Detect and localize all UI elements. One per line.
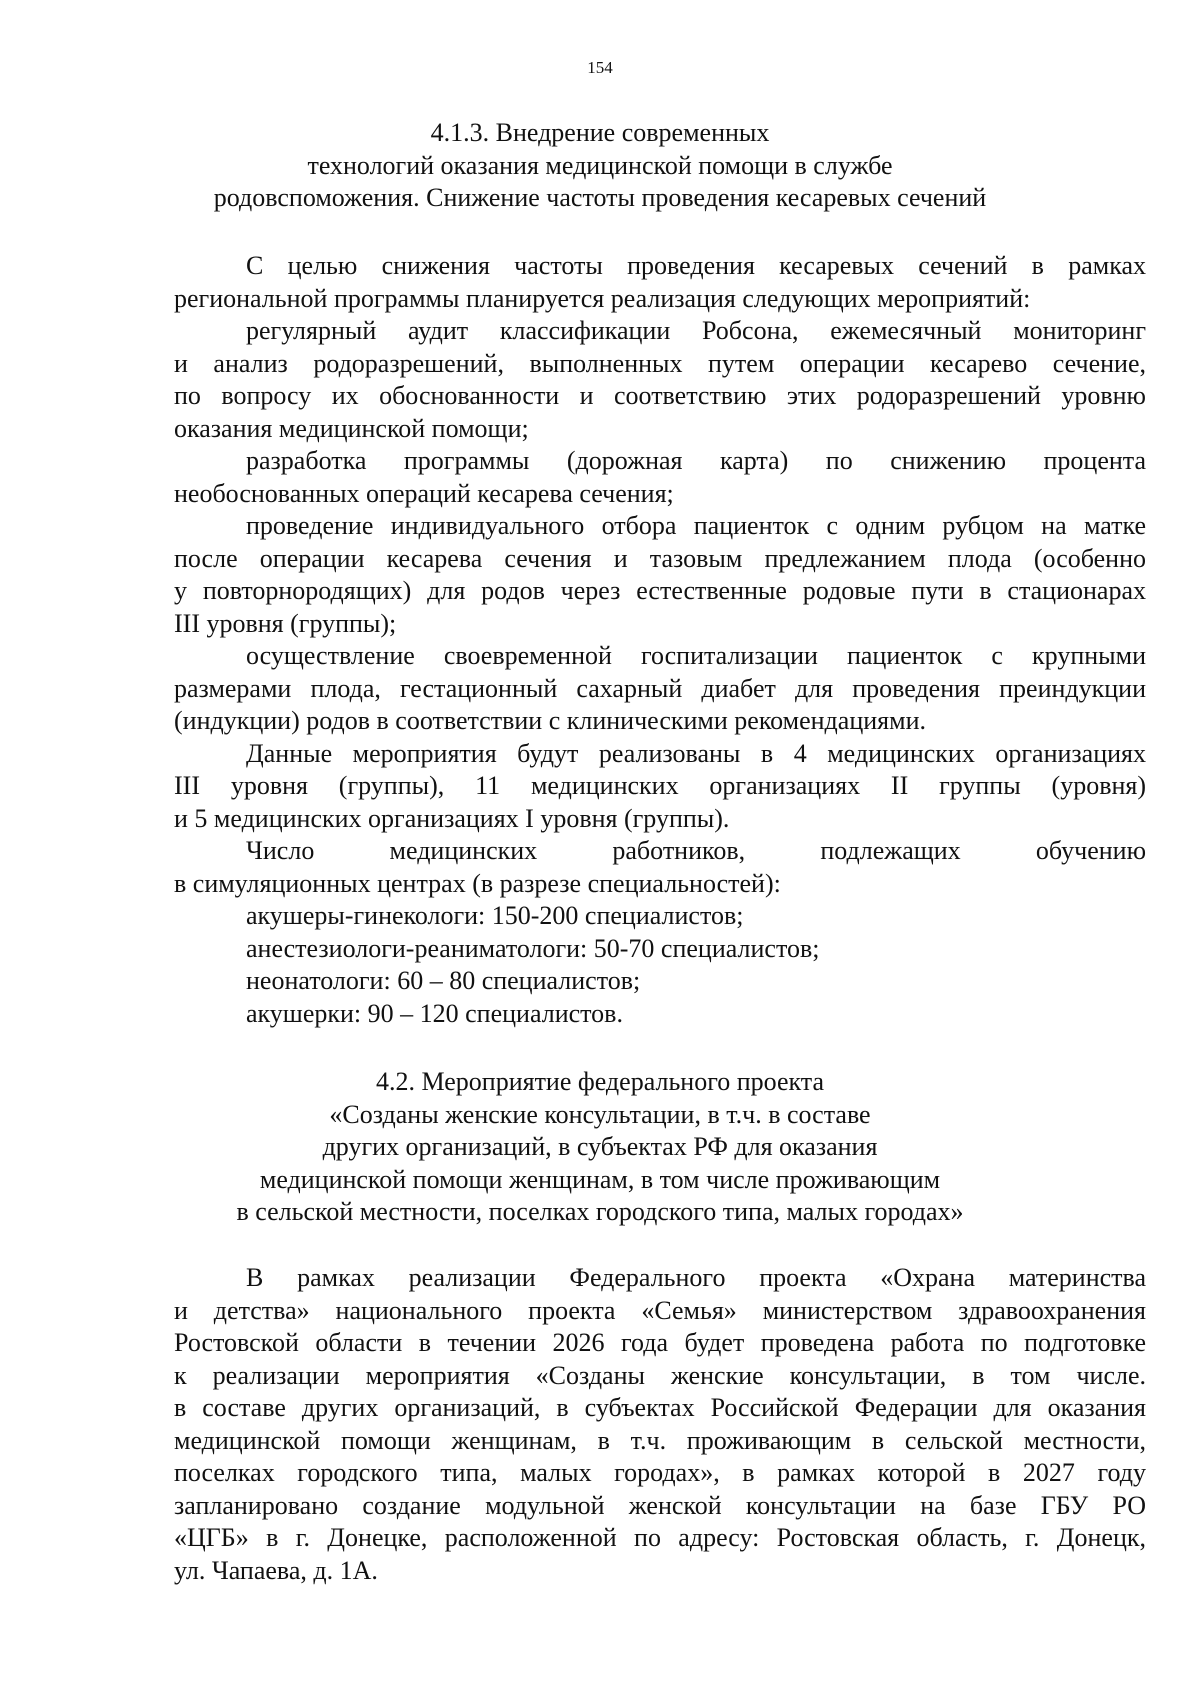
section-4-1-3-body <box>174 250 1146 1030</box>
heading-line: в сельской местности, поселках городского типа, малых городах» <box>236 1197 964 1227</box>
page-number: 154 <box>587 58 613 77</box>
heading-line: «Созданы женские консультации, в т.ч. в составе <box>329 1099 871 1129</box>
text-line: неонатологи: 60 – 80 специалистов; <box>246 966 641 995</box>
text-line: анестезиологи-реаниматологи: 50-70 специалистов; <box>246 933 820 963</box>
text-line: осуществление своевременной госпитализации пациенток с крупными <box>246 641 1146 670</box>
text-line: III уровня (группы), 11 медицинских организациях II группы (уровня) <box>174 771 1146 800</box>
heading-line: родовспоможения. Снижение частоты проведения кесаревых сечений <box>213 183 987 213</box>
list-item <box>174 933 1146 966</box>
text-line: Число медицинских работников, подлежащих обучению <box>246 836 1146 865</box>
heading-line: 4.2. Мероприятие федерального проекта <box>375 1067 825 1096</box>
text-line: оказания медицинской помощи; <box>174 413 529 443</box>
text-line: и 5 медицинских организациях I уровня (группы). <box>174 803 730 833</box>
text-line: и детства» национального проекта «Семья» министерством здравоохранения <box>174 1295 1146 1325</box>
text-line: Данные мероприятия будут реализованы в 4 медицинских организациях <box>246 738 1146 768</box>
text-line: ул. Чапаева, д. 1А. <box>174 1555 378 1585</box>
text-line: необоснованных операций кесарева сечения; <box>174 478 674 508</box>
paragraph <box>174 250 1146 315</box>
list-item <box>174 998 1146 1031</box>
text-line: у повторнородящих) для родов через естественные родовые пути в стационарах <box>174 576 1146 605</box>
section-4-2-body <box>174 1262 1146 1587</box>
text-line: к реализации мероприятия «Созданы женские консультации, в том числе. <box>174 1360 1146 1390</box>
text-line: в составе других организаций, в субъектах Российской Федерации для оказания <box>174 1393 1146 1422</box>
paragraph <box>174 1262 1146 1587</box>
text-line: В рамках реализации Федерального проекта «Охрана материнства <box>246 1263 1146 1292</box>
paragraph <box>174 738 1146 836</box>
text-line: в симуляционных центрах (в разрезе специальностей): <box>174 868 781 898</box>
heading-line: других организаций, в субъектах РФ для оказания <box>322 1132 878 1162</box>
text-line: запланировано создание модульной женской консультации на базе ГБУ РО <box>174 1490 1146 1520</box>
text-line: размерами плода, гестационный сахарный диабет для проведения преиндукции <box>174 673 1146 703</box>
text-line: после операции кесарева сечения и тазовым предлежанием плода (особенно <box>174 543 1146 573</box>
text-line: региональной программы планируется реализация следующих мероприятий: <box>174 283 1031 313</box>
list-item <box>174 900 1146 933</box>
heading-line: технологий оказания медицинской помощи в службе <box>307 150 893 180</box>
text-line: III уровня (группы); <box>174 608 397 638</box>
text-line: и анализ родоразрешений, выполненных путем операции кесарево сечение, <box>174 348 1146 378</box>
text-line: поселках городского типа, малых городах», в рамках которой в 2027 году <box>174 1458 1146 1487</box>
text-line: регулярный аудит классификации Робсона, ежемесячный мониторинг <box>246 316 1146 345</box>
text-line: «ЦГБ» в г. Донецке, расположенной по адресу: Ростовская область, г. Донецк, <box>174 1523 1146 1552</box>
text-line: разработка программы (дорожная карта) по снижению процента <box>246 446 1146 475</box>
paragraph <box>174 315 1146 445</box>
text-line: Ростовской области в течении 2026 года будет проведена работа по подготовке <box>174 1328 1146 1357</box>
text-line: (индукции) родов в соответствии с клиническими рекомендациями. <box>174 706 926 735</box>
text-line: по вопросу их обоснованности и соответствию этих родоразрешений уровню <box>174 381 1146 410</box>
text-line: медицинской помощи женщинам, в т.ч. проживающим в сельской местности, <box>174 1425 1146 1455</box>
section-heading-4-2 <box>0 1066 1200 1229</box>
paragraph <box>174 640 1146 738</box>
section-heading-4-1-3 <box>0 117 1200 215</box>
paragraph <box>174 510 1146 640</box>
heading-line: 4.1.3. Внедрение современных <box>430 118 770 147</box>
paragraph <box>174 445 1146 510</box>
text-line: проведение индивидуального отбора пациенток с одним рубцом на матке <box>246 511 1146 540</box>
paragraph <box>174 835 1146 900</box>
text-line: С целью снижения частоты проведения кесаревых сечений в рамках <box>246 251 1146 280</box>
text-line: акушеры-гинекологи: 150-200 специалистов; <box>246 901 744 930</box>
text-line: акушерки: 90 – 120 специалистов. <box>246 998 623 1028</box>
heading-line: медицинской помощи женщинам, в том числе проживающим <box>259 1164 941 1194</box>
list-item <box>174 965 1146 998</box>
